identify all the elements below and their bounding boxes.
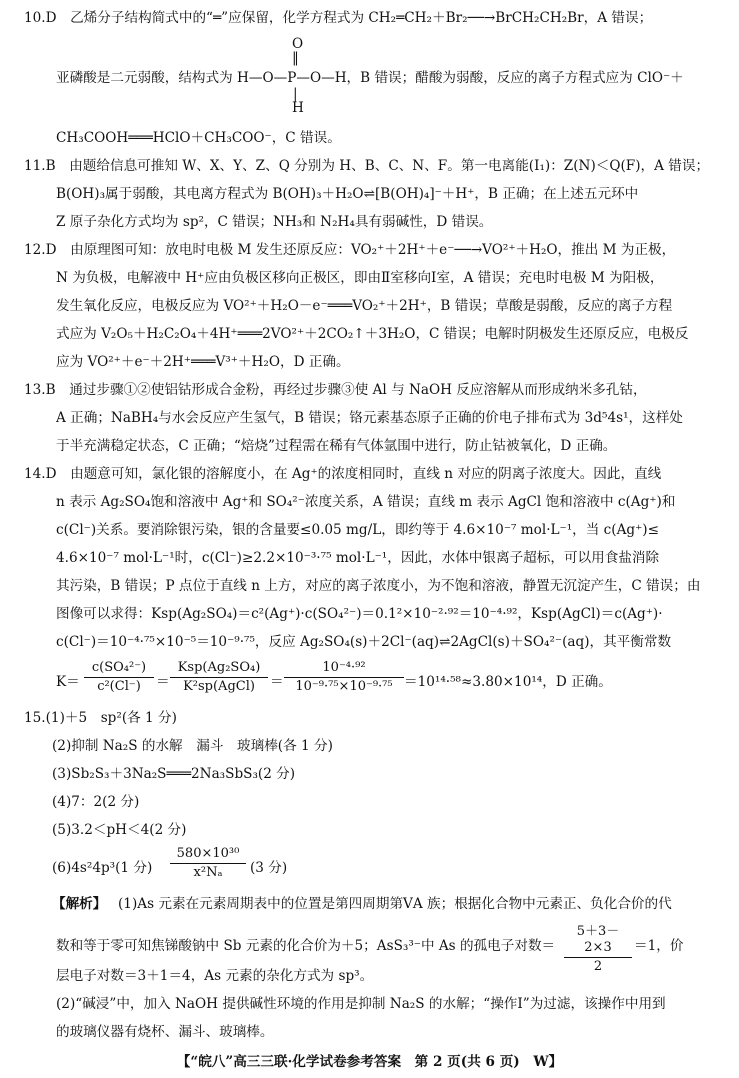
phosphorous-acid-double-bond: ‖ (292, 50, 299, 66)
answer-12-line-3: 发生氧化反应，电极反应为 VO²⁺＋H₂O－e⁻═══VO₂⁺＋2H⁺，B 错误；草酸是弱酸，反应的离子方程 (56, 298, 673, 314)
answer-13-line-3: 于半充满稳定状态，C 正确；“焙烧”过程需在稀有气体氩围中进行，防止钴被氧化，D 正确。 (56, 438, 617, 454)
answer-14-line-6: 图像可以求得：Ksp(Ag₂SO₄)＝c²(Ag⁺)·c(SO₄²⁻)＝0.1²×10⁻²·⁹²＝10⁻⁴·⁹²，Ksp(AgCl)＝c(Ag⁺)· (56, 606, 663, 622)
answer-15-part-5: (5)3.2＜pH＜4(2 分) (52, 822, 187, 838)
answer-12-line-1: 12.D 由原理图可知：放电时电极 M 发生还原反应：VO₂⁺＋2H⁺＋e⁻──→VO²⁺＋H₂O，推出 M 为正极， (24, 242, 676, 258)
answer-14-line-1: 14.D 由题意可知，氯化银的溶解度小，在 Ag⁺的浓度相同时，直线 n 对应的阴离子浓度大。因此，直线 (24, 466, 662, 482)
answer-15-part-6: (6)4s²4p³(1 分) (52, 860, 153, 876)
analysis-line-2: 数和等于零可知焦锑酸钠中 Sb 元素的化合价为＋5；AsS₃³⁻中 As 的孤电子对数＝ (56, 938, 556, 954)
phosphorous-acid-hydrogen: H (292, 100, 304, 116)
fraction-power-ratio-numerator: 10⁻⁴·⁹² (322, 660, 366, 675)
fraction-ksp-ratio (170, 660, 268, 695)
analysis-line-4: (2)“碱浸”中，加入 NaOH 提供碱性环境的作用是抑制 Na₂S 的水解；“操作Ⅰ”为过滤，该操作中用到 (56, 996, 666, 1012)
fraction-bar (284, 677, 404, 678)
answer-14-line-7: c(Cl⁻)＝10⁻⁴·⁷⁵×10⁻⁵＝10⁻⁹·⁷⁵，反应 Ag₂SO₄(s)＋2Cl⁻(aq)⇌2AgCl(s)＋SO₄²⁻(aq)，其平衡常数 (56, 634, 672, 650)
answer-15-part-4: (4)7：2(2 分) (52, 794, 140, 810)
fraction-bar (170, 677, 268, 678)
answer-14-line-3: c(Cl⁻)关系。要消除银污染，银的含量要≤0.05 mg/L，即约等于 4.6×10⁻⁷ mol·L⁻¹，当 c(Ag⁺)≤ (56, 522, 659, 538)
answer-13-line-2: A 正确；NaBH₄与水会反应产生氢气，B 错误；铬元素基态原子正确的价电子排布式为 3d⁵4s¹，这样处 (56, 410, 683, 426)
fraction-ksp-ratio-numerator: Ksp(Ag₂SO₄) (177, 660, 261, 675)
fraction-ksp-ratio-denominator: K²sp(AgCl) (183, 679, 255, 694)
fraction-bar (84, 677, 154, 678)
answer-10-line-3: CH₃COOH═══HClO＋CH₃COO⁻，C 错误。 (56, 130, 341, 146)
answer-10-line-1: 10.D 乙烯分子结构简式中的“═”应保留，化学方程式为 CH₂═CH₂＋Br₂──→BrCH₂CH₂Br，A 错误； (24, 10, 653, 26)
analysis-label: 【解析】 (52, 896, 107, 912)
fraction-bar (564, 957, 632, 958)
equals-sign: ＝ (270, 674, 284, 690)
answer-15-part-6-score: (3 分) (250, 860, 288, 876)
analysis-line-5: 的玻璃仪器有烧杯、漏斗、玻璃棒。 (56, 1024, 274, 1040)
answer-12-line-2: N 为负极，电解液中 H⁺应由负极区移向正极区，即由Ⅱ室移向Ⅰ室，A 错误；充电时电极 M 为阳极， (56, 270, 664, 286)
fraction-k-ratio-denominator: c²(Cl⁻) (97, 679, 141, 694)
answer-14-line-2: n 表示 Ag₂SO₄饱和溶液中 Ag⁺和 SO₄²⁻浓度关系，A 错误；直线 m 表示 AgCl 饱和溶液中 c(Ag⁺)和 (56, 494, 676, 510)
answer-11-line-1: 11.B 由题给信息可推知 W、X、Y、Z、Q 分别为 H、B、C、N、F。第一电离能(I₁)：Z(N)＜Q(F)，A 错误； (24, 158, 710, 174)
answer-15-part-3: (3)Sb₂S₃＋3Na₂S═══2Na₃SbS₃(2 分) (52, 766, 296, 782)
answer-14-line-5: 其污染，B 错误；P 点位于直线 n 上方，对应的离子浓度小，为不饱和溶液，静置无沉淀产生，C 错误；由 (56, 578, 701, 594)
fraction-lone-pair-denominator: 2 (593, 959, 603, 974)
analysis-line-3: 层电子对数＝3＋1＝4，As 元素的杂化方式为 sp³。 (56, 968, 374, 984)
answer-14-line-4: 4.6×10⁻⁷ mol·L⁻¹时，c(Cl⁻)≥2.2×10⁻³·⁷⁵ mol·L⁻¹，因此，水体中银离子超标，可以用食盐消除 (56, 550, 660, 566)
fraction-power-ratio (284, 660, 404, 695)
answer-13-line-1: 13.B 通过步骤①②使铝钴形成合金粉，再经过步骤③使 Al 与 NaOH 反应溶解从而形成纳米多孔钴， (24, 382, 647, 398)
answer-11-line-3: Z 原子杂化方式均为 sp²，C 错误；NH₃和 N₂H₄具有弱碱性，D 错误。 (56, 214, 493, 230)
fraction-density (170, 846, 246, 881)
answer-15-line-1: 15.(1)＋5 sp²(各 1 分) (24, 710, 177, 726)
fraction-density-denominator: x²Nₐ (193, 865, 223, 880)
phosphorous-acid-oxygen: O (292, 36, 304, 52)
fraction-power-ratio-denominator: 10⁻⁹·⁷⁵×10⁻⁹·⁷⁵ (295, 679, 393, 694)
answer-11-line-2: B(OH)₃属于弱酸，其电离方程式为 B(OH)₃＋H₂O⇌[B(OH)₄]⁻＋H⁺，B 正确；在上述五元环中 (56, 186, 639, 202)
page-footer: 【“皖八”高三三联·化学试卷参考答案 第 2 页(共 6 页) W】 (176, 1054, 563, 1070)
fraction-lone-pair-numerator: 5＋3－2×3 (576, 924, 620, 955)
analysis-line-1: (1)As 元素在元素周期表中的位置是第四周期第ⅤA 族；根据化合物中元素正、负化合价的代 (118, 896, 672, 912)
fraction-k-ratio-numerator: c(SO₄²⁻) (91, 660, 147, 675)
fraction-k-ratio (84, 660, 154, 695)
k-symbol: K＝ (56, 674, 80, 690)
fraction-bar (170, 863, 246, 864)
answer-12-line-4: 式应为 V₂O₅＋H₂C₂O₄＋4H⁺═══2VO²⁺＋2CO₂↑＋3H₂O，C 错误；电解时阴极发生还原反应，电极反 (56, 326, 689, 342)
answer-15-part-2: (2)抑制 Na₂S 的水解 漏斗 玻璃棒(各 1 分) (52, 738, 333, 754)
answer-12-line-5: 应为 VO²⁺＋e⁻＋2H⁺═══V³⁺＋H₂O，D 正确。 (56, 354, 350, 370)
answer-10-line-2: 亚磷酸是二元弱酸，结构式为 H—O—P—O—H，B 错误；醋酸为弱酸，反应的离子方程式应为 ClO⁻＋ (56, 70, 684, 86)
fraction-density-numerator: 580×10³⁰ (176, 846, 240, 861)
phosphorous-acid-bond-down: | (293, 86, 298, 102)
analysis-line-2-end: ＝1，价 (634, 938, 684, 954)
equals-sign: ＝ (156, 674, 170, 690)
equilibrium-constant-result: ＝10¹⁴·⁵⁸≈3.80×10¹⁴，D 正确。 (404, 674, 612, 690)
